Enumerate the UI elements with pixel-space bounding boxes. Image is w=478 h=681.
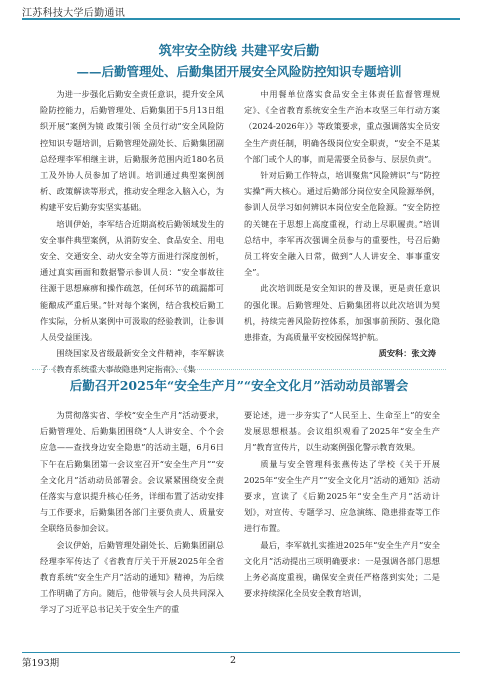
article2-paragraph: 为贯彻落实省、学校“安全生产月”活动要求，后勤管理处、后勤集团围绕“人人讲安全、个个会应急——查找身边安全隐患”的活动主题，6月6日下午在后勤集团第一会议室召开“安全生产月”“安全文化月”活动动员部署会。会议紧紧围绕安全责任落实与意识提升核心任务，详细布置了活动安排与工作要求，后勤集团各部门主要负责人、质量安全联络员参加会议。 <box>40 410 224 534</box>
article2-title: 后勤召开2025年“安全生产月”“安全文化月”活动动员部署会 <box>69 378 409 393</box>
article1-paragraph: 围绕国家及省级最新安全文件精神，李军解读了《教育系统重大事故隐患判定指南》、《集 <box>40 348 224 375</box>
page-number: 2 <box>230 655 237 666</box>
article-divider <box>32 369 446 370</box>
article2-column-right <box>244 407 440 601</box>
article1-column-right <box>244 86 440 361</box>
article1-title: 筑牢安全防线 共建平安后勤 <box>158 44 320 59</box>
issue-number: 第193期 <box>22 658 60 669</box>
article1-column-left <box>40 86 224 378</box>
article2-paragraph: 质量与安全管理科张燕传达了学校《关于开展2025年“安全生产月”“安全文化月”活动的通知》活动要求，宣读了《后勤2025年“安全生产月”活动计划》，对宣传、专题学习、应急演练、隐患排查等工作进行布置。 <box>244 458 440 534</box>
article1-paragraph: 中用餐单位落实食品安全主体责任监督管理规定》、《全省教育系统安全生产治本攻坚三年行动方案（2024-2026年）》等政策要求，重点强调落实全员安全生产责任制，明确各级岗位安全职责，“安全不是某个部门或个人的事，而是需要全员参与、层层负责”。 <box>244 89 440 164</box>
article2-column-left <box>40 407 224 618</box>
article1-paragraph: 此次培训既是安全知识的普及课，更是责任意识的强化课。后勤管理处、后勤集团将以此次培训为契机，持续完善风险防控体系，加强事前预防、强化隐患排查，为高质量平安校园保驾护航。 <box>244 283 440 343</box>
header-rule <box>22 18 460 20</box>
newsletter-title: 江苏科技大学后勤通讯 <box>22 8 125 19</box>
article2-paragraph: 最后，李军就扎实推进2025年“安全生产月”安全文化月”活动提出三项明确要求：一是强调各部门思想上务必高度重视，确保安全责任严格落到实处；二是要求持续深化全员安全教育培训， <box>244 539 440 599</box>
footer-rule <box>22 652 460 653</box>
article2-paragraph: 要论述，进一步夯实了“人民至上、生命至上”的安全发展思想根基。会议组织观看了2025年“安全生产月”教育宣传片，以生动案例强化警示教育效果。 <box>244 410 440 453</box>
article1-subtitle: ——后勤管理处、后勤集团开展安全风险防控知识专题培训 <box>76 64 402 79</box>
article1-paragraph: 针对后勤工作特点，培训聚焦“风险辨识”与“防控实操”两大核心。通过后勤部分岗位安全风险源举例，参训人员学习如何辨识本岗位安全危险源。“安全防控的关键在于思想上高度重视，行动上尽职履责。”培训总结中，李军再次强调全员参与的重要性，号召后勤员工将安全融入日常，做到“人人讲安全、事事重安全”。 <box>244 170 440 278</box>
article2-paragraph: 会议伊始，后勤管理处副处长、后勤集团副总经理李军传达了《省教育厅关于开展2025年全省教育系统“安全生产月”活动的通知》精神，为后续工作明确了方向。随后，他带领与会人员共同深入学习了习近平总书记关于安全生产的重 <box>40 539 224 615</box>
article1-paragraph: 培训伊始，李军结合近期高校后勤领域发生的安全事件典型案例，从消防安全、食品安全、用电安全、交通安全、动火安全等方面进行深度剖析，通过真实画面和数据警示参训人员：“安全事故往往源于思想麻痹和操作疏忽，任何环节的疏漏都可能酿成严重后果。”针对每个案例，结合我校后勤工作实际，分析从案例中可汲取的经验教训，让参训人员受益匪浅。 <box>40 218 224 343</box>
article1-paragraph: 为进一步强化后勤安全责任意识，提升安全风险防控能力，后勤管理处、后勤集团于5月13日组织开展“案例为镜 政策引领 全员行动”安全风险防控知识专题培训，后勤管理处副处长、后勤集团副总经理李军相继主讲，后勤服务范围内近180名员工及外协人员参加了培训。培训通过典型案例剖析、政策解读等形式，推动安全理念入脑入心，为构建平安后勤夯实坚实基础。 <box>40 89 224 213</box>
article1-byline: 质安科：张文涛 <box>378 348 436 359</box>
